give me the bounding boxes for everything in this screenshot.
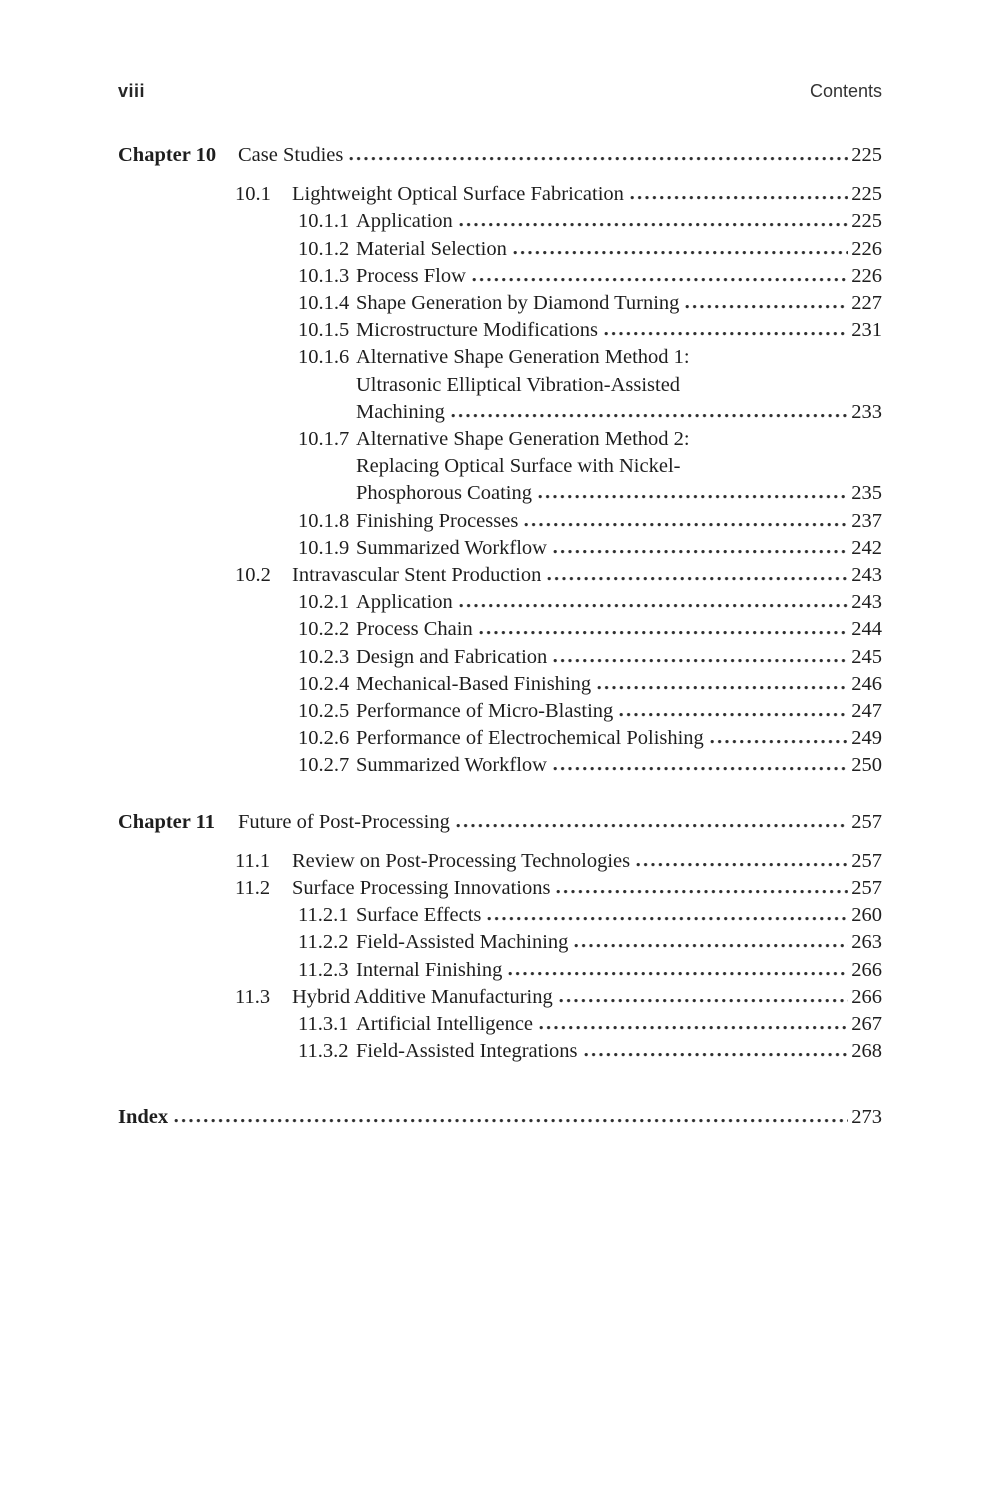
dot-leader bbox=[508, 972, 848, 976]
entry-number: 10.2 bbox=[235, 564, 271, 587]
toc-entry bbox=[118, 875, 882, 902]
entry-page-number: 226 bbox=[851, 264, 882, 287]
toc-entry-line bbox=[118, 875, 882, 902]
entry-number: 10.1.3 bbox=[298, 264, 350, 287]
toc-entry bbox=[118, 236, 882, 263]
entry-page-number: 266 bbox=[851, 958, 882, 981]
entry-number: 11.3.1 bbox=[298, 1013, 349, 1036]
entry-title: Shape Generation by Diamond Turning bbox=[356, 292, 680, 315]
toc-entry bbox=[118, 344, 882, 426]
entry-title: Artificial Intelligence bbox=[356, 1013, 534, 1036]
entry-title: Alternative Shape Generation Method 2: bbox=[356, 428, 690, 451]
entry-page-number: 268 bbox=[851, 1040, 882, 1063]
dot-leader bbox=[547, 577, 848, 581]
entry-page-number: 231 bbox=[851, 319, 882, 342]
entry-number: 10.2.6 bbox=[298, 727, 350, 750]
dot-leader bbox=[174, 1119, 848, 1123]
toc-entry bbox=[118, 535, 882, 562]
entry-number: 10.1.1 bbox=[298, 210, 350, 233]
toc-entry-line bbox=[118, 263, 882, 290]
entry-title: Index bbox=[118, 1105, 169, 1128]
toc-entry bbox=[118, 957, 882, 984]
entry-page-number: 237 bbox=[851, 509, 882, 532]
dot-leader bbox=[630, 196, 848, 200]
entry-title: Microstructure Modifications bbox=[356, 319, 598, 342]
toc-entry bbox=[118, 290, 882, 317]
dot-leader bbox=[584, 1053, 849, 1057]
entry-page-number: 233 bbox=[851, 400, 882, 423]
entry-page-number: 243 bbox=[851, 564, 882, 587]
toc-entry-line bbox=[118, 453, 882, 480]
dot-leader bbox=[472, 278, 848, 282]
toc-entry-line bbox=[118, 236, 882, 263]
toc-entry bbox=[118, 809, 882, 836]
entry-number: 10.1.7 bbox=[298, 428, 350, 451]
toc-entry bbox=[118, 698, 882, 725]
toc-entry-line bbox=[118, 1011, 882, 1038]
dot-leader bbox=[459, 604, 848, 608]
toc-entry-line bbox=[118, 480, 882, 507]
entry-page-number: 225 bbox=[851, 210, 882, 233]
toc-entry-line bbox=[118, 929, 882, 956]
entry-title: Field-Assisted Integrations bbox=[356, 1040, 578, 1063]
toc-entry-line bbox=[118, 142, 882, 169]
entry-page-number: 245 bbox=[851, 645, 882, 668]
toc-entry-line bbox=[118, 1104, 882, 1131]
toc-entry bbox=[118, 644, 882, 671]
dot-leader bbox=[487, 917, 848, 921]
entry-page-number: 246 bbox=[851, 672, 882, 695]
dot-leader bbox=[559, 999, 848, 1003]
toc-entry bbox=[118, 848, 882, 875]
toc-entry-line bbox=[118, 344, 882, 371]
entry-title: Ultrasonic Elliptical Vibration-Assisted bbox=[356, 373, 681, 396]
entry-title: Application bbox=[356, 210, 453, 233]
toc-entry-line bbox=[118, 698, 882, 725]
entry-title: Review on Post-Processing Technologies bbox=[292, 849, 631, 872]
entry-title: Finishing Processes bbox=[356, 509, 519, 532]
entry-page-number: 242 bbox=[851, 536, 882, 559]
toc-entry bbox=[118, 929, 882, 956]
toc-entry-line bbox=[118, 616, 882, 643]
entry-title: Phosphorous Coating bbox=[356, 482, 532, 505]
dot-leader bbox=[513, 251, 848, 255]
dot-leader bbox=[604, 332, 848, 336]
toc-entry bbox=[118, 725, 882, 752]
entry-number: Chapter 10 bbox=[118, 144, 217, 166]
table-of-contents bbox=[118, 142, 882, 1131]
toc-entry-line bbox=[118, 426, 882, 453]
entry-number: 10.1 bbox=[235, 183, 271, 206]
dot-leader bbox=[539, 1026, 848, 1030]
entry-title: Application bbox=[356, 591, 453, 614]
entry-page-number: 227 bbox=[851, 292, 882, 315]
toc-entry bbox=[118, 142, 882, 169]
entry-title: Performance of Electrochemical Polishing bbox=[356, 727, 704, 750]
entry-page-number: 250 bbox=[851, 754, 882, 777]
entry-page-number: 263 bbox=[851, 931, 882, 954]
entry-number: 11.2.1 bbox=[298, 904, 349, 927]
entry-title: Case Studies bbox=[238, 144, 344, 166]
toc-entry-line bbox=[118, 957, 882, 984]
entry-number: 11.3 bbox=[235, 985, 271, 1008]
entry-page-number: 267 bbox=[851, 1013, 882, 1036]
entry-title: Design and Fabrication bbox=[356, 645, 548, 668]
entry-page-number: 247 bbox=[851, 700, 882, 723]
toc-entry bbox=[118, 752, 882, 779]
entry-number: 10.2.5 bbox=[298, 700, 350, 723]
dot-leader bbox=[553, 767, 848, 771]
dot-leader bbox=[574, 944, 848, 948]
dot-leader bbox=[479, 631, 849, 635]
toc-entry bbox=[118, 902, 882, 929]
toc-entry-line bbox=[118, 1038, 882, 1065]
entry-number: 10.2.7 bbox=[298, 754, 350, 777]
entry-page-number: 249 bbox=[851, 727, 882, 750]
running-head: Contents bbox=[809, 81, 882, 101]
entry-number: 11.1 bbox=[235, 849, 271, 872]
toc-entry-line bbox=[118, 644, 882, 671]
dot-leader bbox=[710, 740, 848, 744]
entry-page-number: 226 bbox=[851, 237, 882, 260]
toc-entry-line bbox=[118, 290, 882, 317]
toc-entry-line bbox=[118, 562, 882, 589]
toc-entry bbox=[118, 1011, 882, 1038]
toc-entry-line bbox=[118, 372, 882, 399]
entry-title: Process Flow bbox=[356, 264, 466, 287]
toc-entry bbox=[118, 263, 882, 290]
dot-leader bbox=[553, 659, 848, 663]
entry-title: Field-Assisted Machining bbox=[356, 931, 569, 954]
entry-title: Machining bbox=[356, 400, 445, 423]
entry-number: 11.2 bbox=[235, 877, 271, 900]
entry-title: Material Selection bbox=[356, 237, 507, 260]
entry-number: 10.1.8 bbox=[298, 509, 350, 532]
entry-number: Chapter 11 bbox=[118, 810, 216, 833]
toc-entry bbox=[118, 317, 882, 344]
dot-leader bbox=[619, 713, 848, 717]
toc-entry bbox=[118, 671, 882, 698]
entry-number: 11.2.2 bbox=[298, 931, 349, 954]
toc-entry-line bbox=[118, 399, 882, 426]
dot-leader bbox=[636, 863, 848, 867]
entry-number: 10.2.2 bbox=[298, 618, 350, 641]
toc-entry-line bbox=[118, 902, 882, 929]
entry-title: Summarized Workflow bbox=[356, 754, 547, 777]
entry-number: 10.2.3 bbox=[298, 645, 350, 668]
entry-page-number: 235 bbox=[851, 482, 882, 505]
entry-title: Alternative Shape Generation Method 1: bbox=[356, 346, 690, 369]
entry-number: 10.1.2 bbox=[298, 237, 350, 260]
entry-title: Replacing Optical Surface with Nickel- bbox=[356, 455, 681, 478]
toc-entry-line bbox=[118, 984, 882, 1011]
dot-leader bbox=[556, 890, 848, 894]
entry-title: Surface Effects bbox=[356, 904, 482, 927]
dot-leader bbox=[456, 824, 848, 828]
entry-title: Hybrid Additive Manufacturing bbox=[292, 985, 553, 1008]
toc-entry bbox=[118, 181, 882, 208]
entry-page-number: 257 bbox=[851, 877, 882, 900]
toc-entry-line bbox=[118, 317, 882, 344]
dot-leader bbox=[451, 414, 848, 418]
entry-number: 10.1.9 bbox=[298, 536, 350, 559]
folio-page-number: viii bbox=[118, 81, 146, 101]
toc-entry bbox=[118, 208, 882, 235]
entry-page-number: 225 bbox=[851, 144, 882, 166]
entry-number: 10.1.6 bbox=[298, 346, 350, 369]
entry-title: Surface Processing Innovations bbox=[292, 877, 551, 900]
toc-entry-line bbox=[118, 508, 882, 535]
toc-entry-line bbox=[118, 725, 882, 752]
toc-entry bbox=[118, 562, 882, 589]
entry-page-number: 244 bbox=[851, 618, 882, 641]
entry-number: 11.3.2 bbox=[298, 1040, 349, 1063]
entry-number: 10.1.5 bbox=[298, 319, 350, 342]
entry-number: 10.1.4 bbox=[298, 292, 350, 315]
dot-leader bbox=[553, 550, 848, 554]
entry-page-number: 257 bbox=[851, 849, 882, 872]
entry-title: Future of Post-Processing bbox=[238, 810, 450, 833]
entry-title: Process Chain bbox=[356, 618, 473, 641]
toc-entry-line bbox=[118, 809, 882, 836]
entry-title: Lightweight Optical Surface Fabrication bbox=[292, 183, 624, 206]
toc-entry-line bbox=[118, 848, 882, 875]
toc-entry bbox=[118, 1104, 882, 1131]
entry-page-number: 273 bbox=[851, 1105, 882, 1128]
entry-title: Internal Finishing bbox=[356, 958, 503, 981]
entry-page-number: 260 bbox=[851, 904, 882, 927]
page-header bbox=[118, 80, 882, 102]
dot-leader bbox=[538, 495, 848, 499]
dot-leader bbox=[685, 305, 848, 309]
toc-entry bbox=[118, 426, 882, 508]
entry-number: 11.2.3 bbox=[298, 958, 349, 981]
entry-page-number: 257 bbox=[851, 810, 882, 833]
dot-leader bbox=[597, 686, 848, 690]
toc-entry-line bbox=[118, 752, 882, 779]
entry-title: Performance of Micro-Blasting bbox=[356, 700, 614, 723]
dot-leader bbox=[459, 223, 848, 227]
entry-title: Mechanical-Based Finishing bbox=[356, 672, 592, 695]
dot-leader bbox=[524, 523, 848, 527]
toc-entry bbox=[118, 589, 882, 616]
toc-entry bbox=[118, 616, 882, 643]
toc-entry-line bbox=[118, 535, 882, 562]
entry-number: 10.2.1 bbox=[298, 591, 350, 614]
entry-title: Intravascular Stent Production bbox=[292, 564, 542, 587]
toc-entry-line bbox=[118, 589, 882, 616]
toc-entry-line bbox=[118, 208, 882, 235]
entry-page-number: 225 bbox=[851, 183, 882, 206]
entry-title: Summarized Workflow bbox=[356, 536, 547, 559]
entry-number: 10.2.4 bbox=[298, 672, 350, 695]
toc-entry-line bbox=[118, 671, 882, 698]
entry-page-number: 266 bbox=[851, 985, 882, 1008]
toc-entry bbox=[118, 508, 882, 535]
toc-entry bbox=[118, 984, 882, 1011]
toc-entry bbox=[118, 1038, 882, 1065]
toc-entry-line bbox=[118, 181, 882, 208]
dot-leader bbox=[349, 157, 848, 161]
entry-page-number: 243 bbox=[851, 591, 882, 614]
